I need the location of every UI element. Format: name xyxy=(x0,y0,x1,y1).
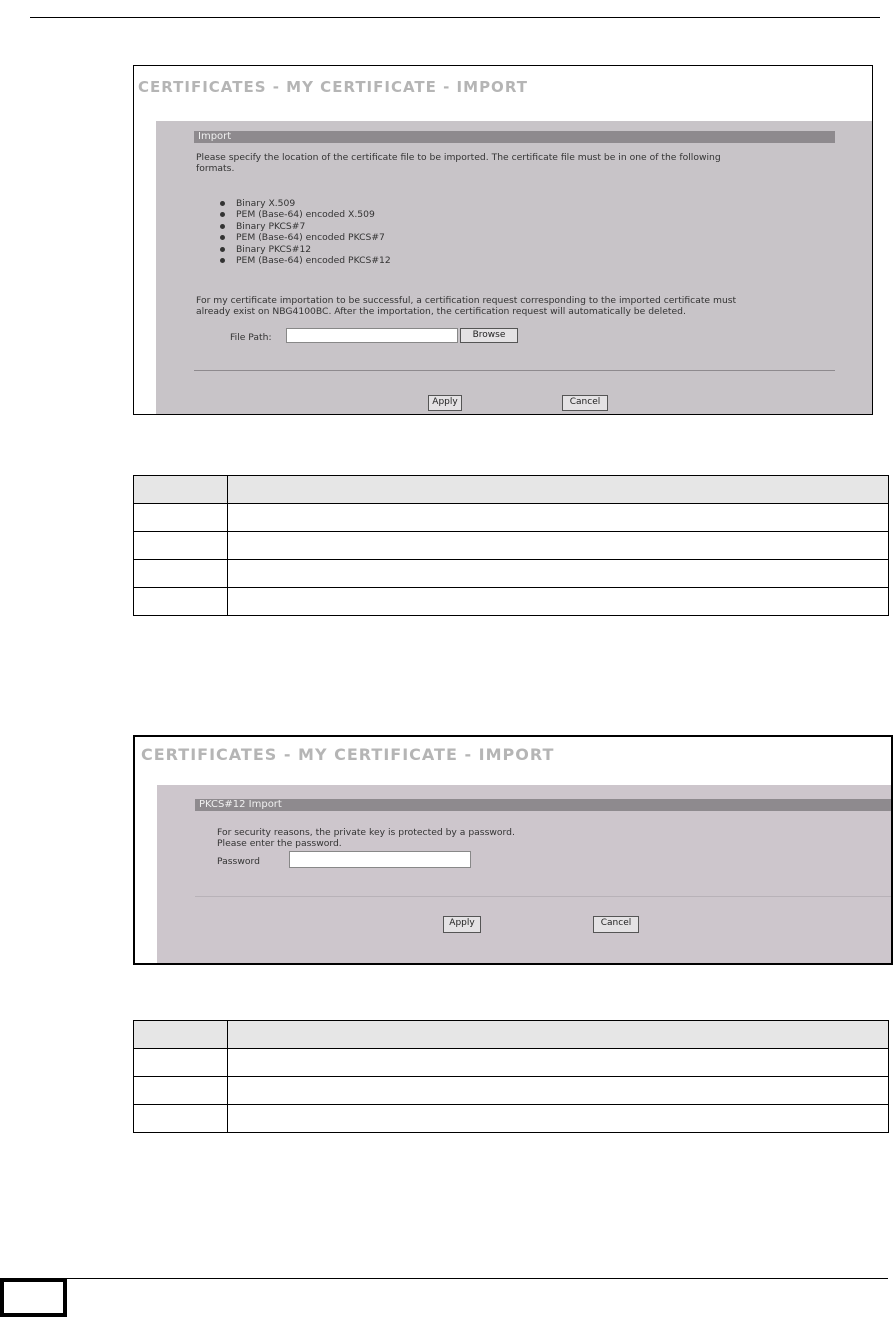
password-label: Password xyxy=(217,856,260,867)
table-cell xyxy=(228,588,889,616)
section-header: Import xyxy=(194,131,835,143)
header-rule xyxy=(30,17,880,18)
table-cell xyxy=(228,504,889,532)
apply-button[interactable]: Apply xyxy=(443,916,481,933)
screen-title: CERTIFICATES - MY CERTIFICATE - IMPORT xyxy=(138,78,528,96)
note-text-cont: already exist on NBG4100BC. After the importation, the certification request will automatically be deleted. xyxy=(196,306,686,317)
format-list xyxy=(216,198,391,266)
pkcs12-panel xyxy=(157,785,891,963)
table-cell xyxy=(134,560,228,588)
security-text-cont: Please enter the password. xyxy=(217,838,342,849)
panel-divider xyxy=(195,896,891,897)
table-header-row xyxy=(134,476,889,504)
table-row xyxy=(134,588,889,616)
import-panel xyxy=(156,121,872,414)
table-cell xyxy=(228,1105,889,1133)
table-cell xyxy=(134,588,228,616)
security-text: For security reasons, the private key is protected by a password. xyxy=(217,827,515,838)
pkcs12-import-screenshot xyxy=(133,735,893,965)
cancel-button[interactable]: Cancel xyxy=(562,395,608,411)
header-cell xyxy=(134,1021,228,1049)
table-row xyxy=(134,532,889,560)
note-text: For my certificate importation to be successful, a certification request corresponding to the imported certificate must xyxy=(196,295,737,306)
password-table xyxy=(133,1020,889,1133)
browse-button[interactable]: Browse xyxy=(460,328,518,343)
footer-rule xyxy=(62,1278,888,1279)
table-cell xyxy=(134,1105,228,1133)
file-path-input[interactable] xyxy=(286,328,458,343)
import-screenshot xyxy=(133,65,873,415)
table-row xyxy=(134,1077,889,1105)
list-item: PEM (Base-64) encoded PKCS#12 xyxy=(216,255,391,266)
header-cell xyxy=(228,476,889,504)
table-cell xyxy=(228,1049,889,1077)
table-cell xyxy=(134,504,228,532)
header-cell xyxy=(228,1021,889,1049)
cancel-button[interactable]: Cancel xyxy=(593,916,639,933)
table-row xyxy=(134,504,889,532)
intro-text: Please specify the location of the certificate file to be imported. The certificate file must be in one of the following xyxy=(196,152,721,163)
screen-title: CERTIFICATES - MY CERTIFICATE - IMPORT xyxy=(141,745,555,764)
list-item: Binary PKCS#12 xyxy=(216,244,391,255)
table-cell xyxy=(134,1049,228,1077)
list-item: PEM (Base-64) encoded PKCS#7 xyxy=(216,232,391,243)
table-row xyxy=(134,560,889,588)
list-item: Binary PKCS#7 xyxy=(216,221,391,232)
table-header-row xyxy=(134,1021,889,1049)
table-cell xyxy=(228,1077,889,1105)
apply-button[interactable]: Apply xyxy=(428,395,462,411)
intro-text-cont: formats. xyxy=(196,163,235,174)
table-row xyxy=(134,1105,889,1133)
file-path-label: File Path: xyxy=(230,332,272,343)
list-item: Binary X.509 xyxy=(216,198,391,209)
field-table xyxy=(133,475,889,616)
page-number-box xyxy=(0,1278,67,1317)
section-header: PKCS#12 Import xyxy=(195,799,891,811)
table-cell xyxy=(134,532,228,560)
table-row xyxy=(134,1049,889,1077)
list-item: PEM (Base-64) encoded X.509 xyxy=(216,209,391,220)
header-cell xyxy=(134,476,228,504)
password-input[interactable] xyxy=(289,851,471,868)
table-cell xyxy=(134,1077,228,1105)
table-cell xyxy=(228,560,889,588)
panel-divider xyxy=(194,370,835,371)
table-cell xyxy=(228,532,889,560)
